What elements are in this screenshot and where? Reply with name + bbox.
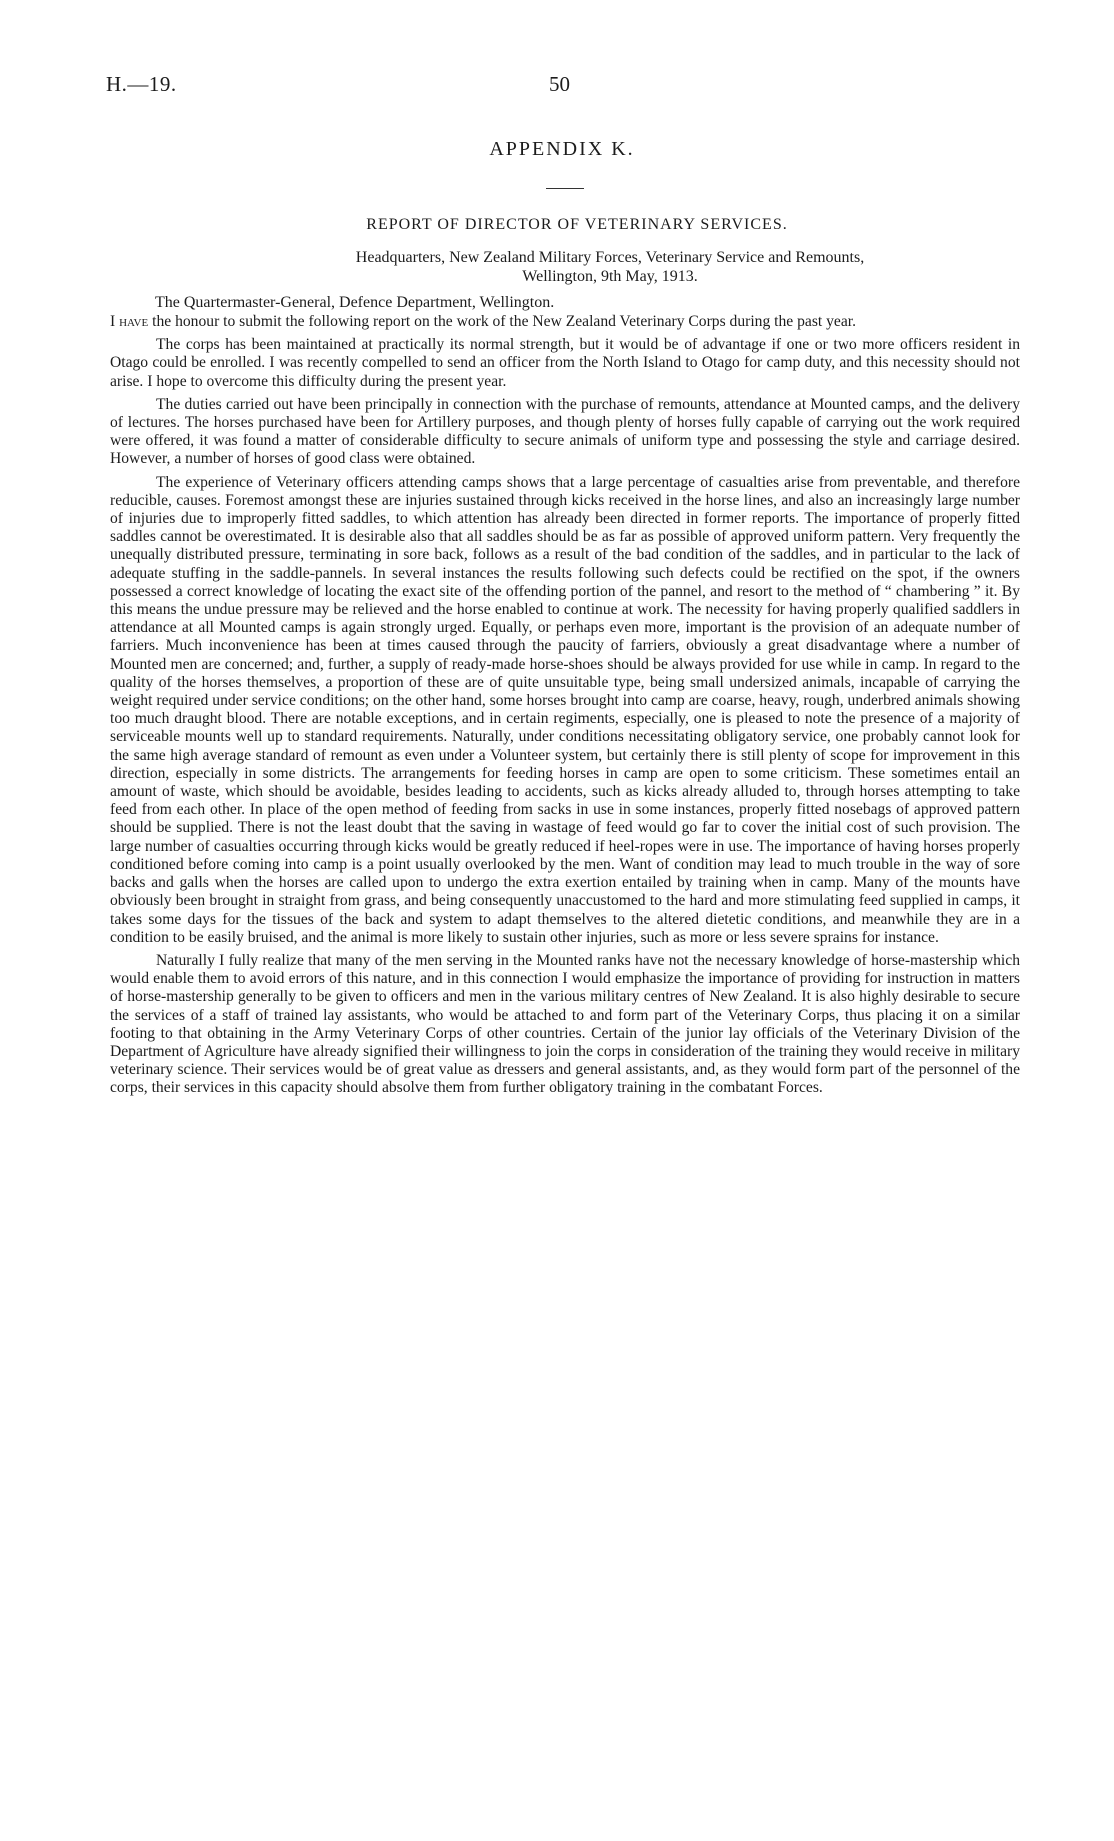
paragraph-3: The duties carried out have been principally in connection with the purchase of remounts, attendance at Mounted camps, and the delivery of lectures. The horses purchased have been for Artillery purposes, and though plenty of horses fully capable of carrying out the work required were offered, it was found a matter of considerable difficulty to secure animals of uniform type and possessing the style and carriage desired. However, a number of horses of good class were obtained. xyxy=(110,395,1020,468)
paragraph-2: The corps has been maintained at practically its normal strength, but it would be of advantage if one or two more officers resident in Otago could be enrolled. I was recently compelled to send an officer from the North Island to Otago for camp duty, and this necessity should not arise. I hope to overcome this difficulty during the present year. xyxy=(110,336,1020,390)
report-body xyxy=(110,313,1020,1103)
title-divider xyxy=(546,188,584,189)
header-line-2: Wellington, 9th May, 1913. xyxy=(522,268,698,285)
report-title: REPORT OF DIRECTOR OF VETERINARY SERVICES. xyxy=(366,216,788,233)
appendix-title: APPENDIX K. xyxy=(489,138,635,160)
page-number: 50 xyxy=(549,72,570,96)
running-head xyxy=(106,72,1026,102)
paragraph-1-text: the honour to submit the following report on the work of the New Zealand Veterinary Corps during the past year. xyxy=(148,313,856,330)
header-line-1: Headquarters, New Zealand Military Forces, Veterinary Service and Remounts, xyxy=(355,249,865,266)
paragraph-5: Naturally I fully realize that many of the men serving in the Mounted ranks have not the necessary knowledge of horse-mastership which would enable them to avoid errors of this nature, and in this connection I would emphasize the importance of providing for instruction in matters of horse-mastership generally to be given to officers and men in the various military centres of New Zealand. It is also highly desirable to secure the services of a staff of trained lay assistants, who would be attached to and form part of the Veterinary Corps, thus placing it on a similar footing to that obtaining in the Army Veterinary Corps of other countries. Certain of the junior lay officials of the Veterinary Division of the Department of Agriculture have already signified their willingness to join the corps in consideration of the training they would receive in military veterinary science. Their services would be of great value as dressers and general assistants, and, as they would form part of the personnel of the corps, their services in this capacity should absolve them from further obligatory training in the combatant Forces. xyxy=(110,951,1020,1097)
paragraph-1 xyxy=(110,313,1020,331)
document-reference: H.—19. xyxy=(106,72,177,96)
paragraph-1-lead: I have xyxy=(110,313,149,330)
paragraph-4: The experience of Veterinary officers attending camps shows that a large percentage of casualties arise from preventable, and therefore reducible, causes. Foremost amongst these are injuries sustained through kicks received in the horse lines, and also an increasingly large number of injuries due to improperly fitted saddles, to which attention has already been directed in former reports. The importance of properly fitted saddles cannot be overestimated. It is desirable also that all saddles should be as far as possible of approved uniform pattern. Very frequently the unequally distributed pressure, terminating in sore back, follows as a result of the bad condition of the saddles, and in particular to the lack of adequate stuffing in the saddle-pannels. In several instances the results following such defects could be rectified on the spot, if the owners possessed a correct knowledge of locating the exact site of the offending portion of the pannel, and resort to the method of “ chambering ” it. By this means the undue pressure may be relieved and the horse enabled to continue at work. The necessity for having properly qualified saddlers in attendance at all Mounted camps is again strongly urged. Equally, or perhaps even more, important is the provision of an adequate number of farriers. Much inconvenience has been at times caused through the paucity of farriers, obviously a great disadvantage where a number of Mounted men are concerned; and, further, a supply of ready-made horse-shoes should be always provided for use while in camp. In regard to the quality of the horses themselves, a proportion of these are of quite unsuitable type, being small undersized animals, incapable of carrying the weight required under service conditions; on the other hand, some horses brought into camp are coarse, heavy, rough, underbred animals showing too much draught blood. There are notable exceptions, and in certain regiments, especially, one is pleased to note the presence of a majority of serviceable mounts well up to standard requirements. Naturally, under conditions necessitating obligatory service, one probably cannot look for the same high average standard of remount as even under a Volunteer system, but certainly there is still plenty of scope for improvement in this direction, especially in some districts. The arrangements for feeding horses in camp are open to some criticism. These sometimes entail an amount of waste, which should be avoidable, besides leading to accidents, such as kicks already alluded to, through horses attempting to take feed from each other. In place of the open method of feeding from sacks in use in some instances, properly fitted nosebags of approved pattern should be supplied. There is not the least doubt that the saving in wastage of feed would go far to cover the initial cost of such provision. The large number of casualties occurring through kicks would be greatly reduced if heel-ropes were in use. The importance of having horses properly conditioned before coming into camp is a point usually overlooked by the men. Want of condition may lead to much trouble in the way of sore backs and galls when the horses are called upon to undergo the extra exertion entailed by training when in camp. Many of the mounts have obviously been brought in straight from grass, and being consequently unaccustomed to the hard and more stimulating feed supplied in camps, it takes some days for the tissues of the back and system to adapt themselves to the altered dietetic conditions, and meanwhile they are in a condition to be easily bruised, and the animal is more likely to sustain other injuries, such as more or less severe sprains for instance. xyxy=(110,473,1020,946)
addressee: The Quartermaster-General, Defence Department, Wellington. xyxy=(155,294,555,311)
letter-header xyxy=(240,248,980,286)
